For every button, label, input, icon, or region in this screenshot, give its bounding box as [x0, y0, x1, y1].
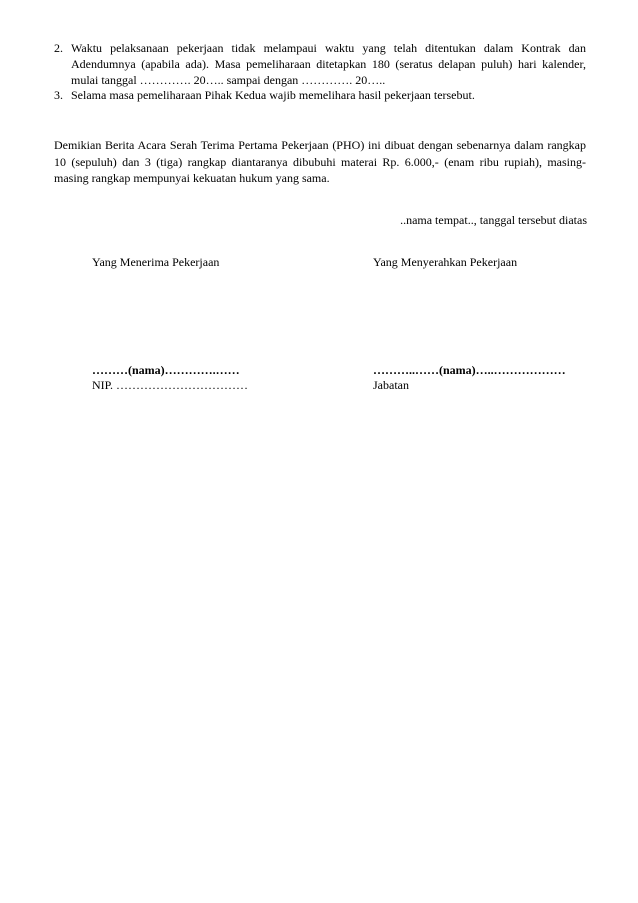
list-text: Selama masa pemeliharaan Pihak Kedua wajib memelihara hasil pekerjaan tersebut.	[71, 88, 475, 102]
list-item-2	[54, 40, 586, 88]
closing-paragraph: Demikian Berita Acara Serah Terima Pertama Pekerjaan (PHO) ini dibuat dengan sebenarnya dalam rangkap 10 (sepuluh) dan 3 (tiga) rangkap diantaranya dibubuhi materai Rp. 6.000,- (enam ribu rupiah), masing-masing rangkap mempunyai kekuatan hukum yang sama.	[54, 138, 586, 185]
list-number: 3.	[54, 88, 63, 102]
list-number: 2.	[54, 41, 63, 55]
giver-name-placeholder: ………..……(nama)…..………………	[373, 363, 566, 377]
list-text: Waktu pelaksanaan pekerjaan tidak melampaui waktu yang telah ditentukan dalam Kontrak dan Adendumnya (apabila ada). Masa pemeliharaan ditetapkan 180 (seratus delapan puluh) hari kalender, mulai tanggal …………. 20….. sampai dengan …………. 20…..	[71, 41, 586, 87]
list-item-3	[54, 87, 586, 103]
receiver-label: Yang Menerima Pekerjaan	[92, 255, 220, 269]
receiver-name-placeholder: ………(nama)………….……	[92, 363, 240, 377]
giver-position: Jabatan	[373, 378, 409, 392]
receiver-nip: NIP. ……………………………	[92, 378, 249, 392]
giver-label: Yang Menyerahkan Pekerjaan	[373, 255, 518, 269]
place-date: ..nama tempat.., tanggal tersebut diatas	[400, 213, 587, 227]
